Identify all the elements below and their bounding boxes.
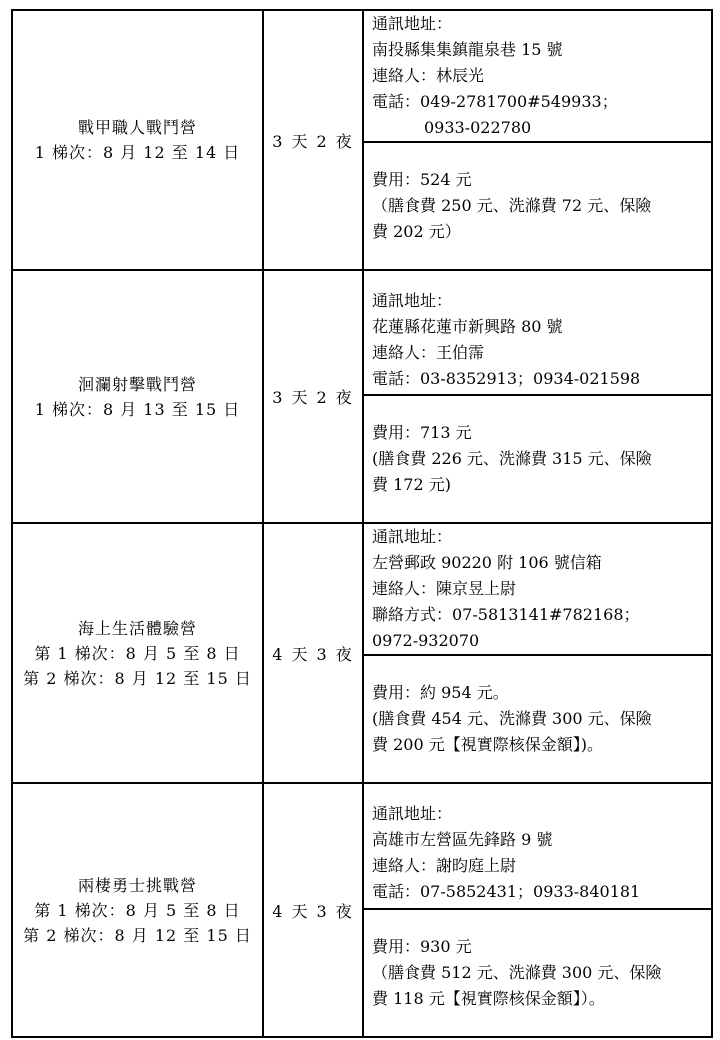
contact-person: 連絡人：林辰光 [372,66,485,85]
camp-session: 1 梯次：8 月 12 至 14 日 [34,143,241,162]
address-label: 通訊地址： [372,14,453,33]
contact-person: 連絡人：謝昀庭上尉 [372,856,517,875]
camp-name-cell [12,523,263,783]
camp-duration: 3 天 2 夜 [263,270,363,523]
phone-2: 0933-022780 [424,118,532,137]
address: 左營郵政 90220 附 106 號信箱 [372,553,602,572]
camp-session: 第 1 梯次：8 月 5 至 8 日 [34,643,241,663]
camp-name-cell [12,10,263,270]
table-row [12,783,712,909]
phone-2: 0972-932070 [372,631,480,650]
camp-name: 兩棲勇士挑戰營 [77,875,197,895]
address: 花蓮縣花蓮市新興路 80 號 [372,316,563,336]
fee-total: 費用：約 954 元。 [372,683,509,702]
table-row [12,523,712,655]
table-row [12,270,712,395]
fee-detail: 費 118 元【視實際核保金額】）。 [372,989,605,1008]
camp-name-cell [12,270,263,523]
camp-session: 1 梯次：8 月 13 至 15 日 [34,399,241,419]
camp-session: 第 1 梯次：8 月 5 至 8 日 [34,900,241,920]
fee-cell [363,655,712,783]
camp-name: 海上生活體驗營 [77,618,197,638]
camp-session: 第 2 梯次：8 月 12 至 15 日 [23,925,252,945]
camp-duration: 3 天 2 夜 [263,10,363,270]
address-label: 通訊地址： [372,290,453,310]
fee-total: 費用：930 元 [372,937,472,956]
fee-cell [363,909,712,1037]
camp-name: 洄瀾射擊戰鬥營 [77,374,197,394]
fee-detail: (膳食費 454 元、洗滌費 300 元、保險 [372,709,652,728]
camp-session: 第 2 梯次：8 月 12 至 15 日 [23,668,252,688]
camp-duration: 4 天 3 夜 [263,783,363,1037]
phone: 電話：049-2781700#549933； [372,92,618,111]
contact-cell [363,523,712,655]
phone: 電話：07-5852431；0933-840181 [372,882,641,901]
camp-duration: 4 天 3 夜 [263,523,363,783]
address-label: 通訊地址： [372,804,453,823]
table-row [12,10,712,142]
address: 高雄市左營區先鋒路 9 號 [372,830,553,849]
address: 南投縣集集鎮龍泉巷 15 號 [372,40,563,59]
fee-cell [363,395,712,523]
fee-total: 費用：524 元 [372,170,472,189]
fee-detail: 費 200 元【視實際核保金額】)。 [372,735,603,754]
phone: 聯絡方式：07-5813141#782168； [372,605,640,624]
address-label: 通訊地址： [372,527,453,546]
contact-cell [363,270,712,395]
contact-cell [363,783,712,909]
fee-detail: (膳食費 226 元、洗滌費 315 元、保險 [372,449,652,468]
camp-table [11,9,713,1038]
camp-name: 戰甲職人戰鬥營 [77,118,197,137]
fee-detail: （膳食費 250 元、洗滌費 72 元、保險 [372,196,652,215]
fee-total: 費用：713 元 [372,423,472,442]
contact-cell [363,10,712,142]
fee-detail: 費 172 元) [372,475,451,494]
contact-person: 連絡人：王伯霈 [372,342,485,362]
fee-detail: （膳食費 512 元、洗滌費 300 元、保險 [372,963,662,982]
camp-name-cell [12,783,263,1037]
fee-detail: 費 202 元） [372,222,461,241]
fee-cell [363,142,712,270]
phone: 電話：03-8352913；0934-021598 [372,368,641,388]
contact-person: 連絡人：陳京昱上尉 [372,579,517,598]
